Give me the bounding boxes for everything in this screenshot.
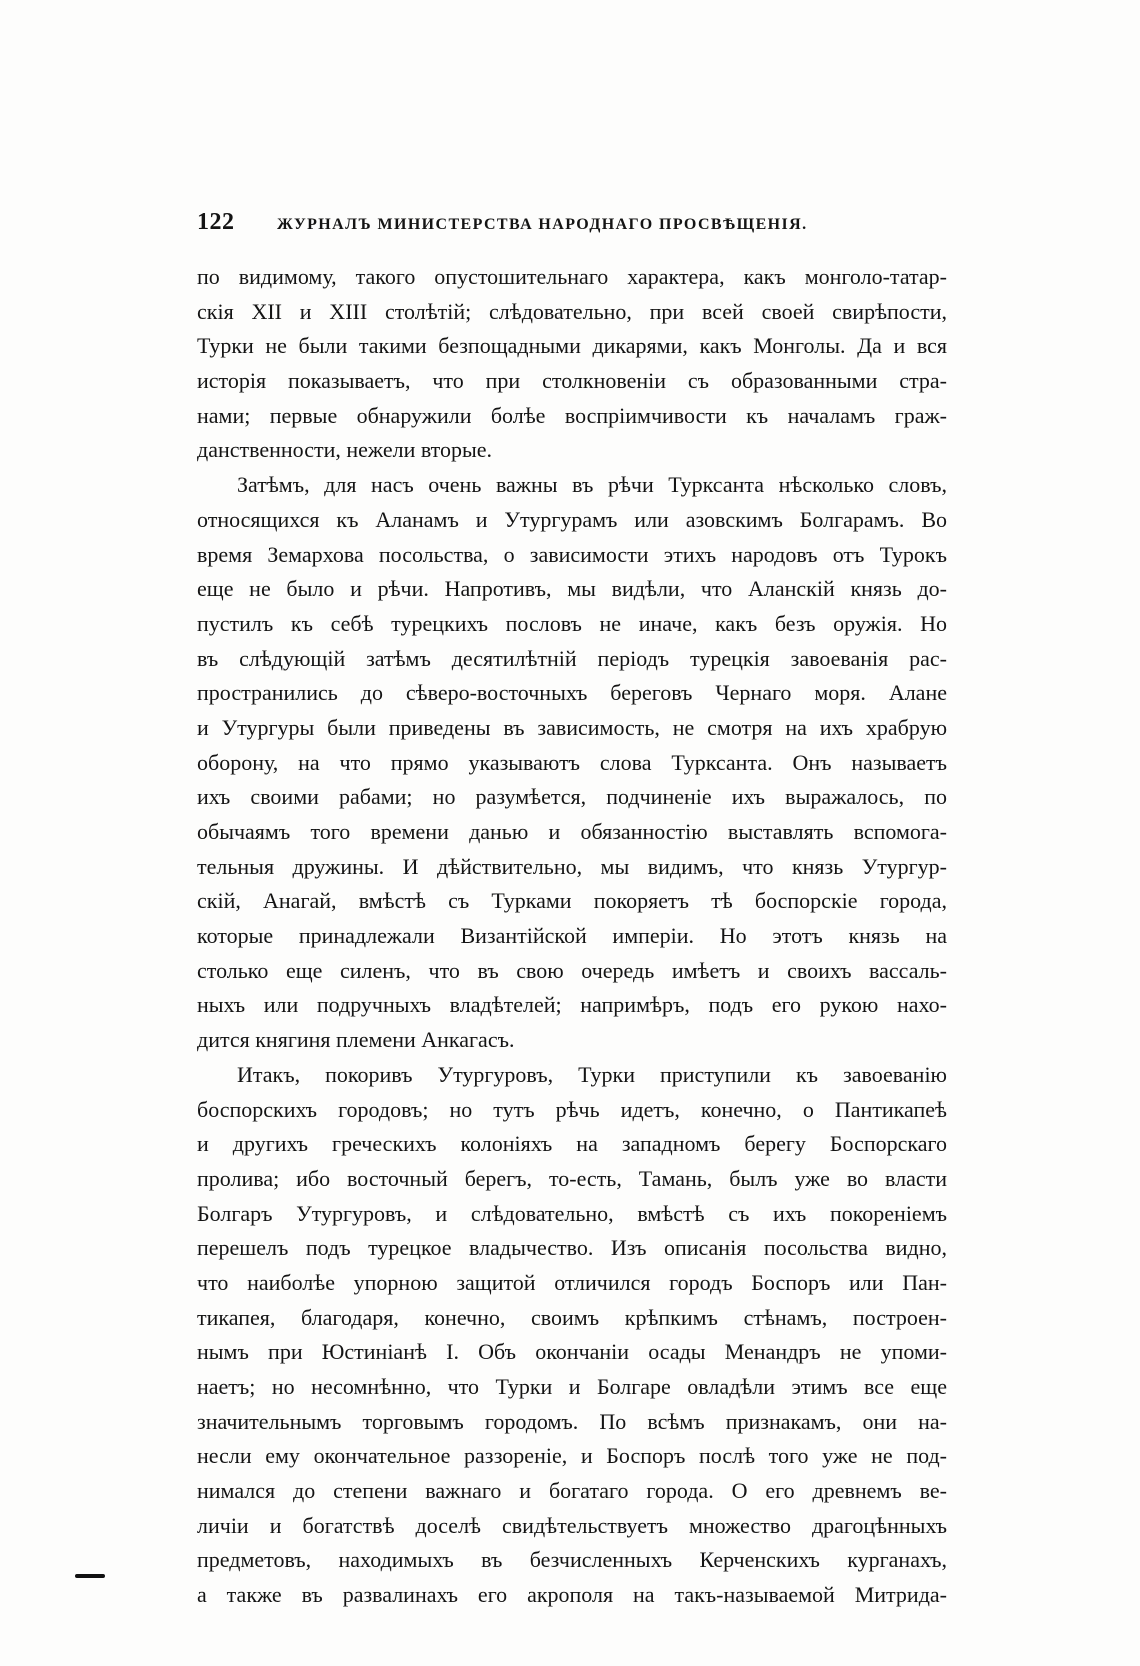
margin-mark — [75, 1574, 105, 1578]
text-line: нимался до степени важнаго и богатаго города. О его древнемъ ве- — [197, 1478, 947, 1504]
text-line: скій, Анагай, вмѣстѣ съ Турками покоряетъ тѣ боспорскіе города, — [197, 888, 947, 914]
body-text — [197, 260, 947, 1613]
running-head: ЖУРНАЛЪ МИНИСТЕРСТВА НАРОДНАГО ПРОСВѢЩЕНІЯ. — [277, 216, 808, 233]
text-line: личіи и богатствѣ доселѣ свидѣтельствуетъ множество драгоцѣнныхъ — [197, 1512, 947, 1538]
text-line: наетъ; но несомнѣнно, что Турки и Болгаре овладѣли этимъ все еще — [197, 1374, 947, 1399]
text-line: нымъ при Юстиніанѣ I. Объ окончаніи осады Менандръ не упоми- — [197, 1339, 947, 1365]
text-line: значительнымъ торговымъ городомъ. По всѣмъ признакамъ, они на- — [197, 1408, 947, 1434]
text-line: нами; первые обнаружили болѣе воспріимчивости къ началамъ граж- — [197, 402, 947, 428]
text-line: пустилъ къ себѣ турецкихъ пословъ не иначе, какъ безъ оружія. Но — [197, 610, 947, 636]
text-line: боспорскихъ городовъ; но тутъ рѣчь идетъ, конечно, о Пантикапеѣ — [197, 1096, 947, 1122]
text-line: въ слѣдующій затѣмъ десятилѣтній періодъ турецкія завоеванія рас- — [197, 645, 947, 671]
text-line: ныхъ или подручныхъ владѣтелей; напримѣръ, подъ его рукою нахо- — [197, 992, 947, 1018]
text-line: обычаямъ того времени данью и обязанностію выставлять вспомога- — [197, 819, 947, 844]
text-line: что наиболѣе упорною защитой отличился городъ Боспоръ или Пан- — [197, 1269, 947, 1295]
text-line: по видимому, такого опустошительнаго характера, какъ монголо-татар- — [197, 264, 947, 289]
text-line: время Земархова посольства, о зависимости этихъ народовъ отъ Турокъ — [197, 541, 947, 567]
text-line: относящихся къ Аланамъ и Утургурамъ или азовскимъ Болгарамъ. Во — [197, 506, 947, 532]
text-line: оборону, на что прямо указываютъ слова Турксанта. Онъ называетъ — [197, 749, 947, 775]
text-line: дится княгиня племени Анкагасъ. — [197, 1027, 515, 1053]
text-line: пространились до сѣверо-восточныхъ береговъ Чернаго моря. Алане — [197, 680, 947, 706]
text-line: предметовъ, находимыхъ въ безчисленныхъ Керченскихъ курганахъ, — [197, 1547, 947, 1573]
text-line: еще не было и рѣчи. Напротивъ, мы видѣли, что Аланскій князь до- — [197, 576, 947, 602]
text-line: которые принадлежали Византійской имперіи. Но этотъ князь на — [197, 923, 947, 949]
page-number: 122 — [197, 209, 235, 235]
text-line: данственности, нежели вторые. — [197, 437, 493, 463]
text-line: скія XII и XIII столѣтій; слѣдовательно, при всей своей свирѣпости, — [197, 298, 947, 324]
text-line: исторія показываетъ, что при столкновеніи съ образованными стра- — [197, 368, 947, 394]
text-line: столько еще силенъ, что въ свою очередь имѣетъ и своихъ вассаль- — [197, 957, 947, 983]
text-line: и другихъ греческихъ колоніяхъ на западномъ берегу Боспорскаго — [197, 1131, 947, 1157]
text-line: и Утургуры были приведены въ зависимость, не смотря на ихъ храбрую — [197, 714, 947, 740]
page-header — [197, 209, 941, 239]
paragraph-first-line: Итакъ, покоривъ Утургуровъ, Турки приступили къ завоеванію — [237, 1061, 947, 1087]
text-line: а также въ развалинахъ его акрополя на такъ-называемой Митрида- — [197, 1582, 947, 1608]
text-line: тельныя дружины. И дѣйствительно, мы видимъ, что князь Утургур- — [197, 853, 947, 879]
paragraph-first-line: Затѣмъ, для насъ очень важны въ рѣчи Турксанта нѣсколько словъ, — [237, 472, 947, 498]
text-line: пролива; ибо восточный берегъ, то-есть, Тамань, былъ уже во власти — [197, 1165, 947, 1191]
text-line: Турки не были такими безпощадными дикарями, какъ Монголы. Да и вся — [197, 333, 947, 359]
text-line: перешелъ подъ турецкое владычество. Изъ описанія посольства видно, — [197, 1235, 947, 1261]
text-line: несли ему окончательное раззореніе, и Боспоръ послѣ того уже не под- — [197, 1443, 947, 1469]
text-line: Болгаръ Утургуровъ, и слѣдовательно, вмѣстѣ съ ихъ покореніемъ — [197, 1200, 947, 1226]
text-line: тикапея, благодаря, конечно, своимъ крѣпкимъ стѣнамъ, построен- — [197, 1304, 947, 1330]
text-line: ихъ своими рабами; но разумѣется, подчиненіе ихъ выражалось, по — [197, 784, 947, 810]
